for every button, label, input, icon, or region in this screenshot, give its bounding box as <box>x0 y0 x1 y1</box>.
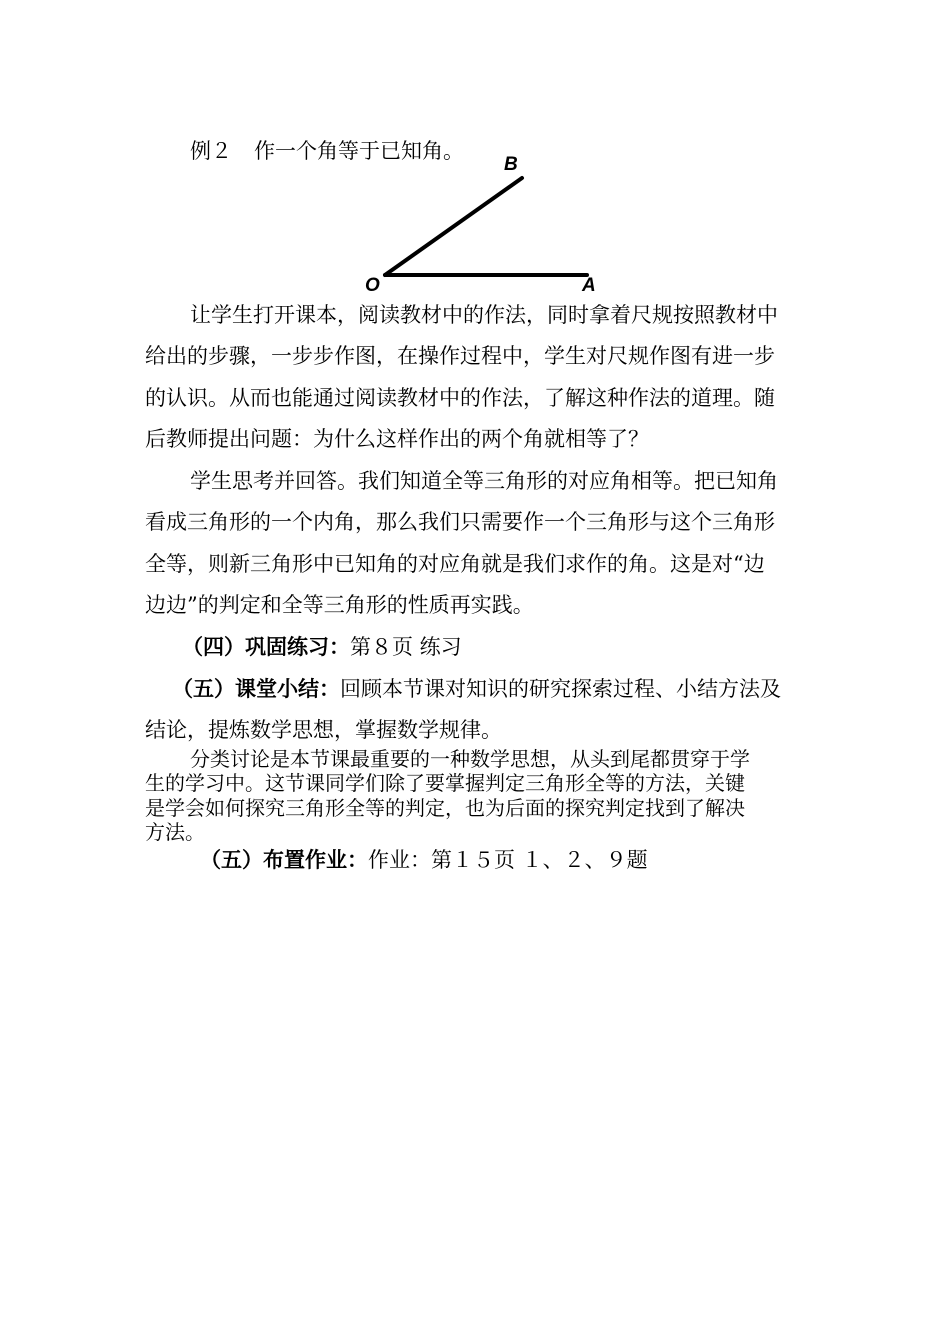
section5a-heading: （五）课堂小结： <box>172 677 340 701</box>
para2-line1: 学生思考并回答。我们知道全等三角形的对应角相等。把已知角 <box>190 469 778 493</box>
para3-line3: 是学会如何探究三角形全等的判定，也为后面的探究判定找到了解决 <box>145 796 745 820</box>
section5b-line <box>200 846 648 874</box>
section4-heading: （四）巩固练习： <box>182 635 350 659</box>
point-b-label: B <box>504 154 518 175</box>
para2-line2: 看成三角形的一个内角，那么我们只需要作一个三角形与这个三角形 <box>145 510 775 534</box>
para1-line3: 的认识。从而也能通过阅读教材中的作法，了解这种作法的道理。随 <box>145 386 775 410</box>
para2-line4: 边边”的判定和全等三角形的性质再实践。 <box>145 593 534 617</box>
point-a-label: A <box>582 275 596 296</box>
para3-line1: 分类讨论是本节课最重要的一种数学思想，从头到尾都贯穿于学 <box>190 747 750 771</box>
para1-line2: 给出的步骤，一步步作图，在操作过程中，学生对尺规作图有进一步 <box>145 344 775 368</box>
point-o-label: O <box>365 275 380 296</box>
ray-ob <box>385 178 522 275</box>
example-text: 作一个角等于已知角。 <box>254 139 464 163</box>
para2-line3: 全等，则新三角形中已知角的对应角就是我们求作的角。这是对“边 <box>145 552 765 576</box>
section5a-text: 回顾本节课对知识的研究探索过程、小结方法及 <box>340 677 781 701</box>
angle-figure <box>355 150 615 295</box>
para1-line4: 后教师提出问题：为什么这样作出的两个角就相等了？ <box>145 427 649 451</box>
section4-line <box>182 633 462 661</box>
section4-text: 第８页 练习 <box>350 635 462 659</box>
section5a-line <box>172 675 781 703</box>
para3-line2: 生的学习中。这节课同学们除了要掌握判定三角形全等的方法，关键 <box>145 771 745 795</box>
section5b-heading: （五）布置作业： <box>200 848 368 872</box>
section5b-text: 作业：第１５页 １、２、９题 <box>368 848 648 872</box>
example-label: 例２ <box>190 139 232 163</box>
para1-line1: 让学生打开课本，阅读教材中的作法，同时拿着尺规按照教材中 <box>190 303 778 327</box>
section5a-line2: 结论，提炼数学思想，掌握数学规律。 <box>145 718 502 742</box>
para3-line4: 方法。 <box>145 820 205 844</box>
